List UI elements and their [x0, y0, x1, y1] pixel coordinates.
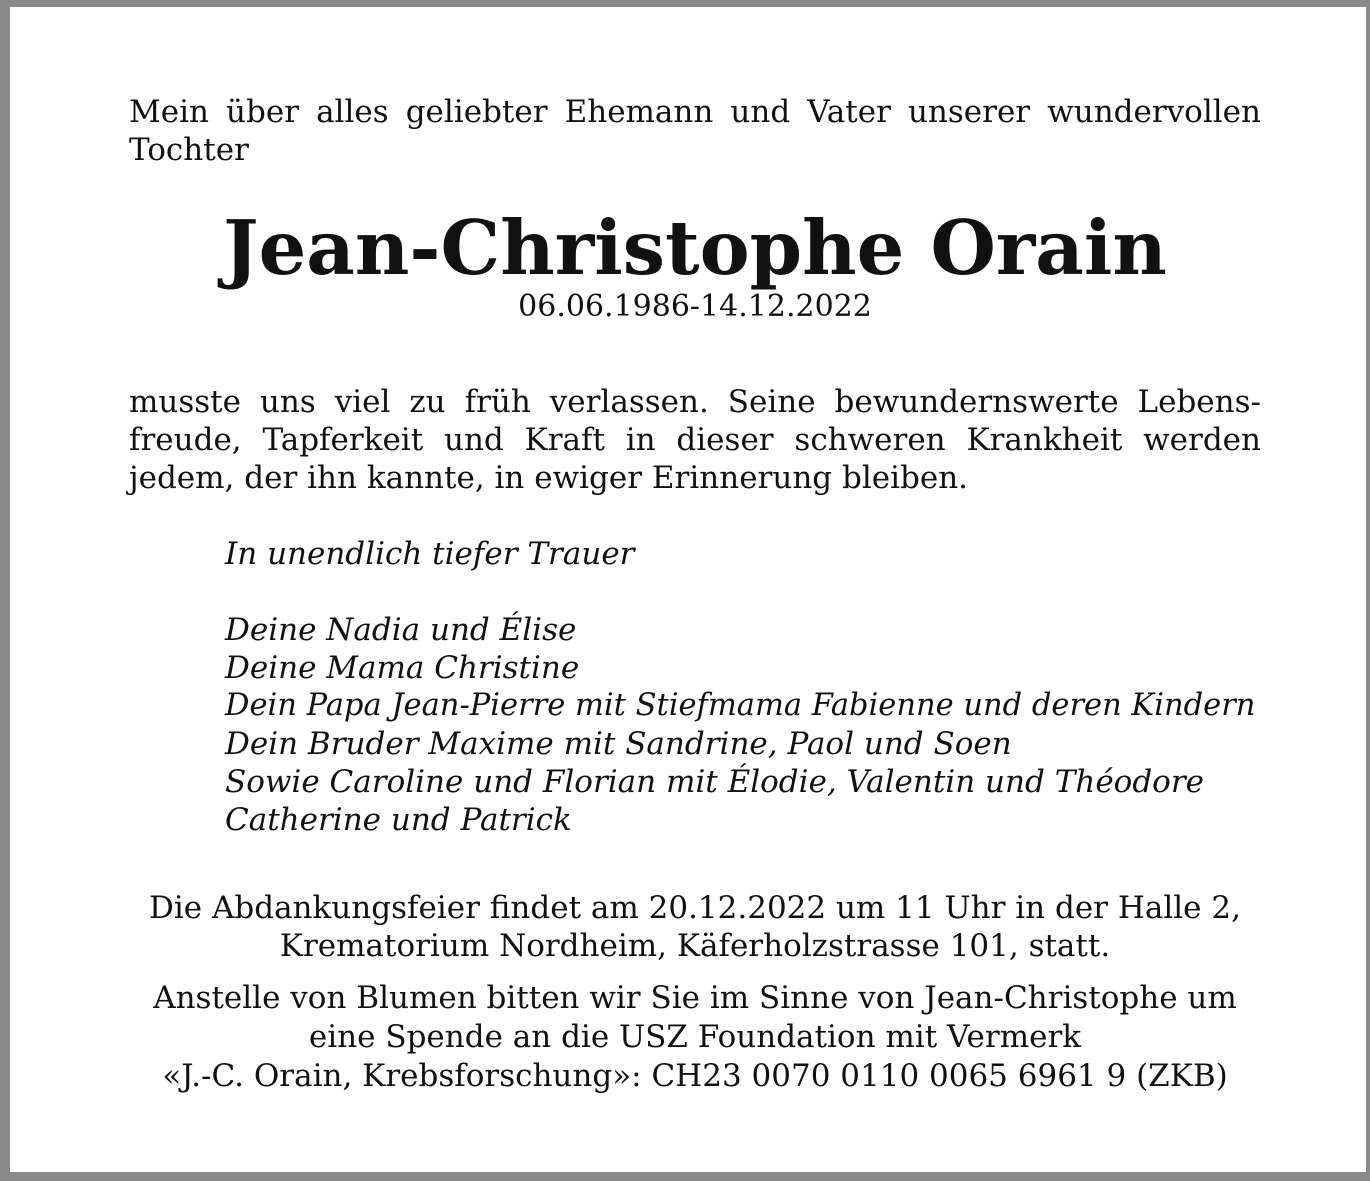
tribute-text: musste uns viel zu früh verlassen. Seine bewundernswerte Lebens-freude, Tapferkeit und Kraft in dieser schweren Krankheit werden jedem, der ihn kannte, in ewiger Erinnerung bleiben. [129, 384, 1261, 496]
mourner-name: Deine Nadia und Élise [225, 612, 577, 648]
ceremony-line: Krematorium Nordheim, Käferholzstrasse 101, statt. [279, 928, 1111, 964]
mourner-name: Sowie Caroline und Florian mit Élodie, Valentin und Théodore [225, 764, 1205, 800]
donation-notice [129, 979, 1261, 1096]
obituary-content [129, 93, 1261, 1096]
donation-line: «J.-C. Orain, Krebsforschung»: CH23 0070 0110 0065 6961 9 (ZKB) [162, 1058, 1228, 1094]
ceremony-line: Die Abdankungsfeier findet am 20.12.2022 um 11 Uhr in der Halle 2, [149, 890, 1241, 926]
intro-text: Mein über alles geliebter Ehemann und Vater unserer wundervollen Tochter [129, 94, 1261, 168]
donation-line: Anstelle von Blumen bitten wir Sie im Sinne von Jean-Christophe um [153, 980, 1237, 1016]
ceremony-notice [129, 889, 1261, 965]
spacer [225, 573, 1261, 611]
mourner-name: Catherine und Patrick [225, 802, 572, 838]
mourner-name: Dein Bruder Maxime mit Sandrine, Paol und Soen [225, 726, 1012, 762]
mourners-block [225, 535, 1261, 839]
mourner-name: Dein Papa Jean-Pierre mit Stiefmama Fabienne und deren Kindern [225, 688, 1256, 723]
mourning-heading: In unendlich tiefer Trauer [225, 536, 635, 572]
donation-line: eine Spende an die USZ Foundation mit Vermerk [308, 1019, 1082, 1055]
mourner-name: Deine Mama Christine [225, 650, 580, 686]
deceased-name: Jean-Christophe Orain [223, 204, 1167, 292]
life-dates: 06.06.1986-14.12.2022 [518, 289, 872, 324]
